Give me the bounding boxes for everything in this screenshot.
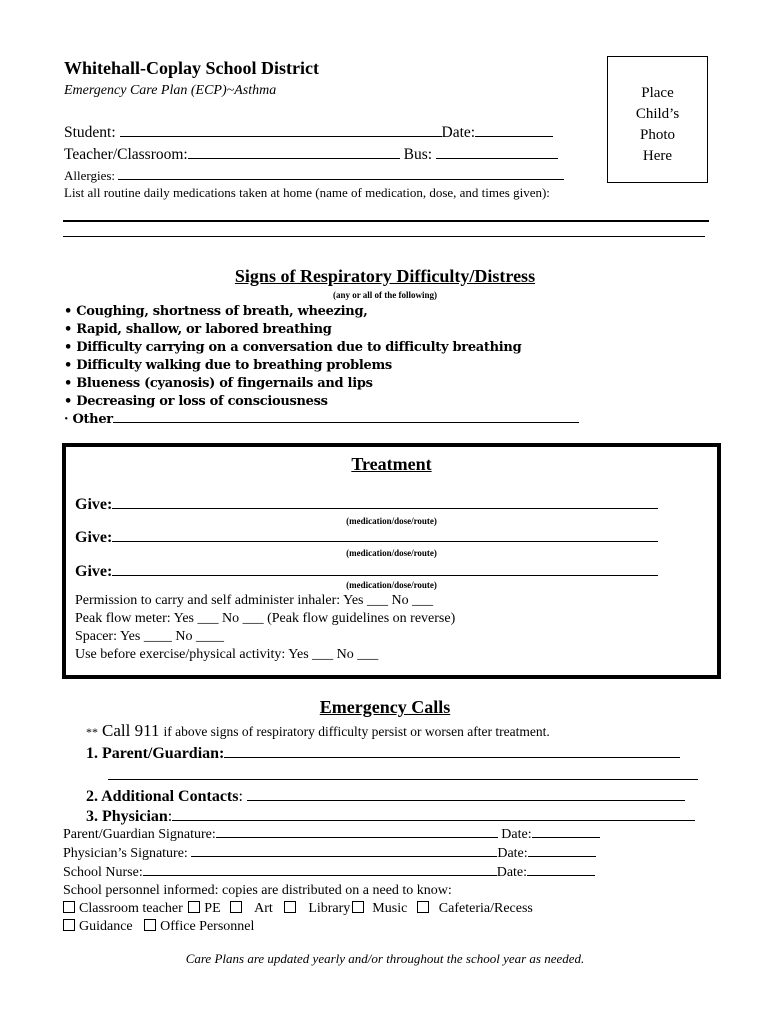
student-field[interactable] [120,124,442,137]
parent-date-field[interactable] [532,825,600,838]
sign-item: • Rapid, shallow, or labored breathing [64,322,332,337]
teacher-field[interactable] [188,146,400,159]
photo-box-line: Photo [639,127,675,143]
give-row-2 [75,527,658,547]
signs-heading: Signs of Respiratory Difficulty/Distress [234,266,536,286]
exercise-text: Use before exercise/physical activity: Yes ___ No ___ [75,647,379,662]
inhaler-permission-text: Permission to carry and self administer inhaler: Yes ___ No ___ [75,593,434,608]
parent-signature-label: Parent/Guardian Signature: [63,827,216,842]
date-label: Date: [497,846,528,861]
additional-contacts-label: 2. Additional Contacts [86,788,239,805]
checkbox[interactable] [352,901,364,913]
parent-guardian-label: 1. Parent/Guardian: [86,745,225,762]
physician-row [86,806,695,826]
checkbox[interactable] [63,901,75,913]
physician-signature-field[interactable] [191,844,497,857]
checkbox[interactable] [230,901,242,913]
give-field-2[interactable] [112,527,658,542]
treatment-options [75,592,455,664]
nurse-date-field[interactable] [527,863,595,876]
personnel-informed-text: School personnel informed: copies are distributed on a need to know: [63,883,452,898]
checkbox[interactable] [188,901,200,913]
checkbox-label: Guidance [79,919,133,934]
sign-item: • Decreasing or loss of consciousness [64,394,328,409]
physician-field[interactable] [172,806,695,821]
teacher-row [64,146,558,164]
signature-block [63,825,600,936]
give-row-3 [75,561,658,581]
call-911-label: Call 911 [102,721,160,740]
parent-row [86,743,680,763]
route-caption: (medication/dose/route) [346,516,437,526]
checkbox-label: Office Personnel [160,919,255,934]
physician-label: 3. Physician [86,808,168,825]
checkbox-label: PE [204,901,221,916]
school-nurse-field[interactable] [143,863,497,876]
photo-box-line: Here [642,148,673,164]
checkbox[interactable] [417,901,429,913]
photo-placeholder-box [607,56,708,183]
call-stars: ** [86,725,98,739]
parent-signature-field[interactable] [216,825,498,838]
give-label: Give: [75,496,113,513]
give-label: Give: [75,563,113,580]
sign-item: • Difficulty walking due to breathing problems [64,358,392,373]
emergency-heading: Emergency Calls [319,697,451,717]
checkbox[interactable] [284,901,296,913]
student-row [64,124,553,142]
checkbox-label: Library [308,901,351,916]
parent-row-2 [108,765,698,785]
checkbox-label: Music [372,901,408,916]
sign-item-other [64,411,579,429]
sign-item: • Coughing, shortness of breath, wheezing, [64,304,368,319]
checkbox-row-1 [63,900,600,918]
nurse-row [63,863,600,882]
date-label: Date: [441,124,476,141]
peak-flow-text: Peak flow meter: Yes ___ No ___ (Peak flow guidelines on reverse) [75,611,456,626]
parent-guardian-field-2[interactable] [108,765,698,780]
give-field-1[interactable] [112,494,658,509]
additional-contacts-colon: : [238,788,243,805]
call-911-row [86,721,550,741]
checkbox[interactable] [63,919,75,931]
date-label: Date: [496,865,528,880]
footer-note: Care Plans are updated yearly and/or throughout the school year as needed. [185,951,585,966]
parent-signature-row [63,825,600,844]
photo-box-line: Child’s [635,106,680,122]
sign-item: • Difficulty carrying on a conversation due to difficulty breathing [64,340,522,355]
student-label: Student: [64,124,116,141]
photo-box-line: Place [641,85,674,101]
give-row-1 [75,494,658,514]
sign-item: • Blueness (cyanosis) of fingernails and lips [64,376,373,391]
physician-date-field[interactable] [528,844,596,857]
spacer-text: Spacer: Yes ____ No ____ [75,629,224,644]
teacher-label: Teacher/Classroom: [64,146,188,163]
medications-line-2[interactable] [63,236,705,237]
date-field[interactable] [475,124,553,137]
other-field[interactable] [113,411,579,423]
route-caption: (medication/dose/route) [346,548,437,558]
document-title: Whitehall-Coplay School District [64,58,319,78]
school-nurse-label: School Nurse: [63,865,143,880]
allergies-row [64,168,564,184]
checkbox-label: Cafeteria/Recess [438,901,533,916]
signs-subheading: (any or all of the following) [332,290,438,300]
signs-list [64,303,579,429]
checkbox-row-2 [63,918,600,936]
physician-signature-label: Physician’s Signature: [63,846,188,861]
checkbox-label: Art [254,901,273,916]
give-field-3[interactable] [112,561,658,576]
document-subtitle: Emergency Care Plan (ECP)~Asthma [64,83,277,98]
give-label: Give: [75,529,113,546]
checkbox-label: Classroom teacher [79,901,183,916]
additional-contacts-row [86,786,685,806]
medications-line-1[interactable] [63,220,709,222]
physician-signature-row [63,844,600,863]
route-caption: (medication/dose/route) [346,580,437,590]
medications-label: List all routine daily medications taken at home (name of medication, dose, and times given): [64,185,550,200]
parent-guardian-field[interactable] [224,743,680,758]
date-label: Date: [501,827,532,842]
other-label: · Other [64,412,113,427]
call-911-text: if above signs of respiratory difficulty persist or worsen after treatment. [163,724,550,739]
additional-contacts-field[interactable] [247,786,685,801]
physician-colon: : [167,808,173,825]
checkbox[interactable] [144,919,156,931]
treatment-heading: Treatment [351,454,432,474]
bus-label: Bus: [403,146,433,163]
bus-field[interactable] [436,146,558,159]
allergies-label: Allergies: [64,168,116,183]
allergies-field[interactable] [118,169,564,180]
